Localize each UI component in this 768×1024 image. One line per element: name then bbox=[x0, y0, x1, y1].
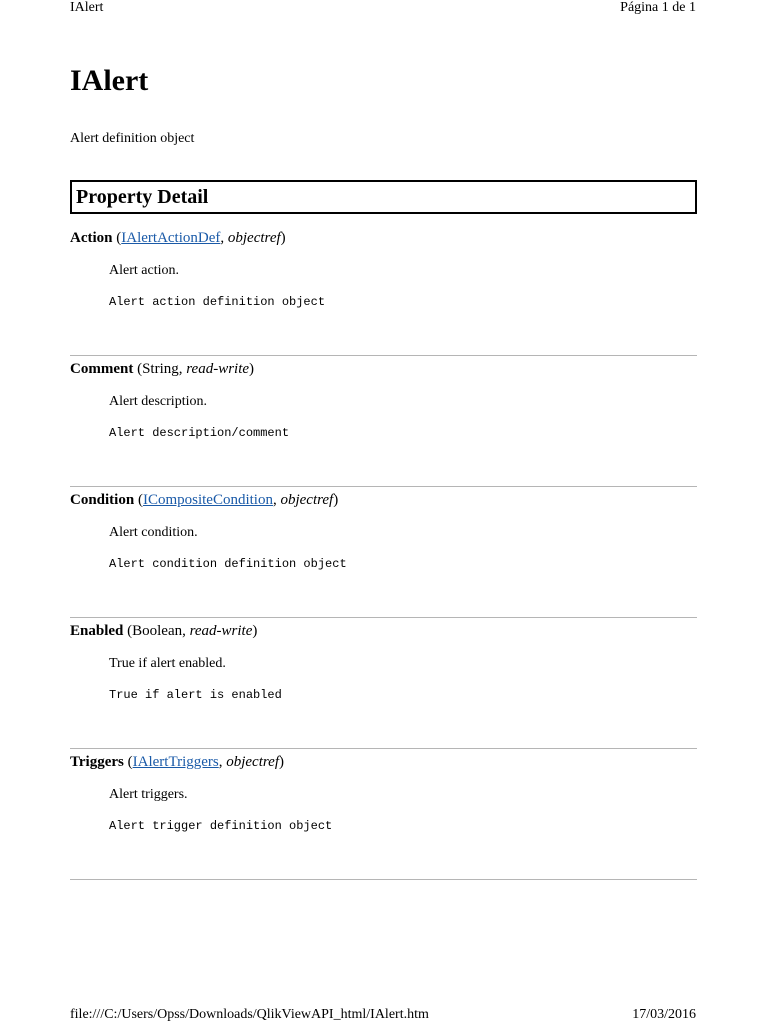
property-name: Triggers bbox=[70, 754, 124, 770]
property-type: Boolean bbox=[132, 623, 183, 639]
print-header-title: IAlert bbox=[70, 0, 104, 15]
property-summary: Alert triggers. bbox=[109, 787, 188, 802]
property-summary: Alert action. bbox=[109, 263, 179, 278]
property-mode: read-write bbox=[186, 361, 250, 377]
property-item bbox=[70, 357, 697, 487]
property-code: True if alert is enabled bbox=[109, 688, 282, 702]
property-mode: objectref bbox=[280, 492, 334, 508]
property-name: Enabled bbox=[70, 623, 124, 639]
property-code: Alert trigger definition object bbox=[109, 819, 333, 833]
property-mode: objectref bbox=[226, 754, 279, 770]
property-type: String bbox=[142, 361, 179, 377]
property-mode: objectref bbox=[227, 230, 281, 246]
property-item bbox=[70, 488, 697, 618]
print-footer-date: 17/03/2016 bbox=[632, 1007, 696, 1022]
property-name: Action bbox=[70, 230, 113, 246]
property-type-link[interactable]: IAlertTriggers bbox=[132, 754, 219, 770]
property-type-link[interactable]: ICompositeCondition bbox=[142, 492, 273, 508]
property-item bbox=[70, 750, 697, 880]
property-header: Action (IAlertActionDef, objectref) bbox=[70, 230, 286, 246]
section-heading: Property Detail bbox=[76, 186, 209, 208]
property-detail-section bbox=[70, 180, 697, 214]
property-header: Enabled (Boolean, read-write) bbox=[70, 623, 258, 639]
property-header: Comment (String, read-write) bbox=[70, 361, 255, 377]
property-item bbox=[70, 619, 697, 749]
property-header: Condition (ICompositeCondition, objectref) bbox=[70, 492, 339, 508]
page-description: Alert definition object bbox=[70, 131, 195, 146]
property-item bbox=[70, 226, 697, 356]
print-footer bbox=[70, 1007, 696, 1024]
property-code: Alert action definition object bbox=[109, 295, 326, 309]
print-header bbox=[70, 0, 696, 18]
property-list bbox=[70, 226, 697, 881]
print-header-page-indicator: Página 1 de 1 bbox=[620, 0, 696, 15]
property-summary: True if alert enabled. bbox=[109, 656, 226, 671]
property-code: Alert description/comment bbox=[109, 426, 290, 440]
property-summary: Alert description. bbox=[109, 394, 207, 409]
property-name: Condition bbox=[70, 492, 135, 508]
property-name: Comment bbox=[70, 361, 134, 377]
property-mode: read-write bbox=[189, 623, 253, 639]
property-summary: Alert condition. bbox=[109, 525, 198, 540]
page-title: IAlert bbox=[70, 64, 149, 97]
property-header: Triggers (IAlertTriggers, objectref) bbox=[70, 754, 284, 770]
property-code: Alert condition definition object bbox=[109, 557, 347, 571]
print-footer-url: file:///C:/Users/Opss/Downloads/QlikViewAPI_html/IAlert.htm bbox=[70, 1007, 429, 1022]
property-type-link[interactable]: IAlertActionDef bbox=[121, 230, 221, 246]
